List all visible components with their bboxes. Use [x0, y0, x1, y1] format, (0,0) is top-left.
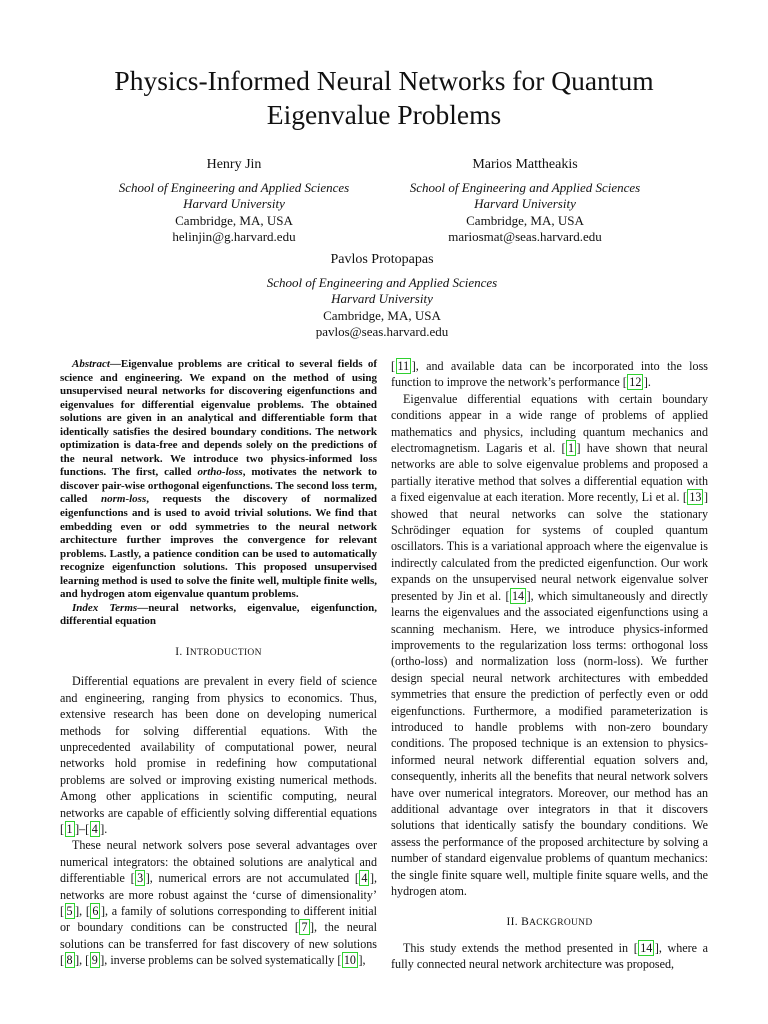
paragraph-text: , a family of solutions corresponding to different initial or boundary conditions can be constructed: [60, 904, 377, 935]
background-paragraph-1: This study extends the method presented in [ 14 ], where a fully connected neural network architecture was proposed,: [391, 940, 709, 972]
abstract-text: —Eigenvalue problems are critical to several fields of science and engineering. We expand on the method of using unsupervised neural networks for discovering eigenfunctions and eigenvalues for differential eigenvalue problems. The obtained solutions are given in an analytical and differentiable form that identically satisfies the desired boundary conditions. The network optimization is data-free and depends solely on the predictions of the neural network. We introduce two physics-informed loss functions. The first, called: [60, 358, 377, 479]
author-university: Harvard University: [474, 196, 576, 211]
citation-link[interactable]: 11: [397, 359, 410, 373]
author-block-1: [84, 157, 384, 246]
section-heading-background: [391, 914, 708, 931]
abstract-paragraph: [60, 358, 377, 602]
citation-link[interactable]: 4: [91, 822, 98, 836]
author-name: Henry Jin: [206, 157, 262, 172]
paper-title-line-2: Eigenvalue Problems: [266, 99, 502, 130]
right-column: [391, 358, 708, 973]
paragraph-text: ,: [362, 953, 366, 968]
abstract-text: , motivates the network to discover pair-wise orthogonal eigenfunctions. The second loss term, called: [60, 466, 377, 506]
author-email: pavlos@seas.harvard.edu: [315, 324, 449, 339]
author-university: Harvard University: [183, 196, 285, 211]
citation-link[interactable]: 1: [567, 441, 575, 456]
citation-link[interactable]: 3: [137, 871, 144, 886]
paragraph-text: showed that neural networks can solve the stationary Schrödinger equation for systems of coupled quantum oscillators. This is a variational approach where the eigenvalue is indirectly calculated from the predicted eigenfunction. Our work expands on the unsupervised neural network eigenvalue solver presented by Jin et al.: [391, 506, 708, 603]
paragraph-text: Eigenvalue differential equations with certain boundary conditions appear in a wide range of problems of applied mathematics and physics, including quantum mechanics and electromagnetism. Lagaris et al.: [391, 391, 708, 456]
author-location: Cambridge, MA, USA: [323, 307, 441, 323]
section-name: NTRODUCTION: [189, 647, 262, 658]
author-email: mariosmat@seas.harvard.edu: [448, 229, 602, 244]
paragraph-text: ,: [79, 904, 86, 919]
citation-link[interactable]: 13: [689, 490, 702, 505]
author-university: Harvard University: [331, 291, 433, 306]
paragraph-text: , which simultaneously and directly learns the eigenvalues and the associated eigenfunctions using a scanning mechanism. Here, we introduce physics-informed improvements to the regularization loss terms: orthogonal loss (ortho-loss) and normalization loss (norm-loss). We further design special neural network architectures with embedded symmetries that ensure the prediction of perfectly even or odd eigenfunctions. Furthermore, a modified parameterization is introduced to handle problems with non-zero boundary conditions. The proposed technique is an extension to physics-informed neural network differential equation solvers and, consequently, inherits all the benefits that neural network solvers have over numerical integrators. Moreover, our method has an additional advantage over integrators in that it discovers solutions that identically satisfy the boundary conditions. We assess the performance of the proposed architecture by solving a number of standard eigenvalue problems of quantum mechanics: the single finite square well, multiple finite square wells, and the hydrogen atom.: [391, 588, 708, 898]
index-terms-text: —neural networks, eigenvalue, eigenfunction, differential equation: [60, 601, 377, 628]
citation-link[interactable]: 14: [640, 940, 653, 955]
author-name: Pavlos Protopapas: [330, 252, 434, 267]
author-affiliation: School of Engineering and Applied Sciences: [118, 179, 350, 195]
paragraph-text: .: [104, 822, 108, 836]
paragraph-text: .: [647, 375, 651, 390]
citation-link[interactable]: 1: [66, 822, 73, 836]
section-name: ACKGROUND: [529, 918, 593, 929]
author-affiliation: School of Engineering and Applied Sciences: [266, 274, 498, 290]
paragraph-text: , numerical errors are not accumulated: [149, 871, 355, 886]
left-column: [60, 358, 377, 969]
norm-loss-term: norm-loss: [101, 493, 147, 506]
paragraph-text: , and available data can be incorporated into the loss function to improve the network’s performance: [391, 359, 708, 390]
citation-link[interactable]: 4: [361, 871, 368, 886]
paragraph-text: Differential equations are prevalent in every field of science and engineering, ranging from physics to economics. Thus, extensive research has been done on developing numerical methods for solving differential equations. With the unprecedented availability of computational power, neural networks hold promise in redefining how computational problems are solved or improving existing numerical methods. Among other applications in scientific computing, neural networks are capable of efficiently solving differential equations: [60, 674, 377, 820]
citation-link[interactable]: 5: [66, 904, 73, 919]
citation-link[interactable]: 12: [629, 375, 642, 390]
ortho-loss-term: ortho-loss: [197, 466, 243, 479]
abstract-label: Abstract: [72, 358, 110, 370]
paragraph-text: These neural network solvers pose several advantages over numerical integrators: the obtained solutions are analytical and differentiable: [60, 838, 377, 886]
author-affiliation: School of Engineering and Applied Sciences: [409, 179, 641, 195]
paragraph-text: ,: [79, 953, 86, 968]
section-numeral: II. B: [506, 916, 530, 929]
paragraph-text: , the neural solutions can be transferred for fast discovery of new solutions: [60, 920, 377, 951]
author-email: helinjin@g.harvard.edu: [172, 229, 296, 244]
citation-link[interactable]: 9: [91, 953, 98, 968]
author-location: Cambridge, MA, USA: [466, 212, 584, 228]
paragraph-text: , networks are more robust against the ‘curse of dimensionality’: [60, 871, 377, 902]
intro-paragraph-3: Eigenvalue differential equations with certain boundary conditions appear in a wide range of problems of applied mathematics and physics, including quantum mechanics and electromagnetism. Lagaris et al. [ 1 ] have shown that neural networks are able to solve eigenvalue problems and proposed a partially iterative method that solves a differential equation with a fixed eigenvalue at each iteration. More recently, Li et al. [ 13 ] showed that neural networks can solve the stationary Schrödinger equation for systems of coupled quantum oscillators. This is a variational approach where the eigenvalue is indirectly calculated from the predicted eigenfunction. Our work expands on the unsupervised neural network eigenvalue solver presented by Jin et al. [ 14 ], which simultaneously and directly learns the eigenvalues and the associated eigenfunctions using a scanning mechanism. Here, we introduce physics-informed improvements to the regularization loss terms: orthogonal loss (ortho-loss) and normalization loss (norm-loss). We further design special neural network architectures with embedded symmetries that ensure the prediction of perfectly even or odd eigenfunctions. Furthermore, a modified parameterization is introduced to handle problems with non-zero boundary conditions. The proposed technique is an extension to physics-informed neural network differential equation solvers and, consequently, inherits all the benefits that neural network solvers have over numerical integrators. Moreover, our method has an additional advantage over integrators in that it discovers solutions that identically satisfy the boundary conditions. We assess the performance of the proposed architecture by solving a number of standard eigenvalue problems of quantum mechanics: the single finite square well, multiple finite square wells, and the hydrogen atom.: [391, 391, 709, 898]
paragraph-text: have shown that neural networks are able to solve eigenvalue problems and proposed a partially iterative method that solves a differential equation with a fixed eigenvalue at each iteration. More recently, Li et al.: [391, 441, 709, 505]
paragraph-text: , where a fully connected neural network architecture was proposed,: [391, 940, 709, 972]
paper-title: [40, 64, 728, 132]
index-terms: [60, 602, 377, 629]
citation-link[interactable]: 14: [512, 588, 525, 603]
section-heading-introduction: [60, 644, 377, 661]
continued-paragraph: [ 11 ], and available data can be incorporated into the loss function to improve the network’s performance [ 12 ].: [391, 359, 708, 390]
author-name: Marios Mattheakis: [472, 157, 578, 172]
abstract-text: , requests the discovery of normalized eigenfunctions and is used to avoid trivial solutions. We find that embedding even or odd symmetries to the neural network architecture further improves the convergence for relevant problems. Lastly, a patience condition can be used to automatically recognize eigenfunction solutions. This proposed unsupervised learning method is used to solve the finite well, multiple finite wells, and hydrogen atom eigenvalue quantum problems.: [60, 493, 377, 601]
intro-paragraph-1: Differential equations are prevalent in every field of science and engineering, ranging from physics to economics. Thus, extensive research has been done on developing numerical methods for solving differential equations. With the unprecedented availability of computational power, neural networks hold promise in redefining how computational problems are solved or improving existing numerical methods. Among other applications in scientific computing, neural networks are capable of efficiently solving differential equations [ 1 ]–[ 4 ].: [60, 674, 377, 836]
citation-link[interactable]: 7: [301, 920, 308, 935]
paragraph-text: This study extends the method presented in: [403, 940, 634, 955]
paper-title-line-1: Physics-Informed Neural Networks for Quantum: [114, 65, 654, 96]
paragraph-text: –: [79, 822, 86, 836]
intro-paragraph-2: These neural network solvers pose several advantages over numerical integrators: the obtained solutions are analytical and differentiable [ 3 ], numerical errors are not accumulated [ 4 ], networks are more robust against the ‘curse of dimensionality’ [ 5 ], [ 6 ], a family of solutions corresponding to different initial or boundary conditions can be constructed [ 7 ], the neural solutions can be transferred for fast discovery of new solutions [ 8 ], [ 9 ], inverse problems can be solved systematically [ 10 ],: [60, 838, 377, 968]
citation-link[interactable]: 10: [343, 953, 356, 968]
author-block-3: [232, 252, 532, 341]
citation-link[interactable]: 8: [66, 953, 73, 968]
paragraph-text: , inverse problems can be solved systematically: [104, 953, 338, 968]
index-terms-label: Index Terms: [72, 601, 138, 614]
abstract: [60, 358, 377, 629]
citation-link[interactable]: 6: [92, 904, 99, 919]
author-location: Cambridge, MA, USA: [175, 212, 293, 228]
section-numeral: I. I: [175, 645, 190, 658]
author-block-2: [375, 157, 675, 246]
